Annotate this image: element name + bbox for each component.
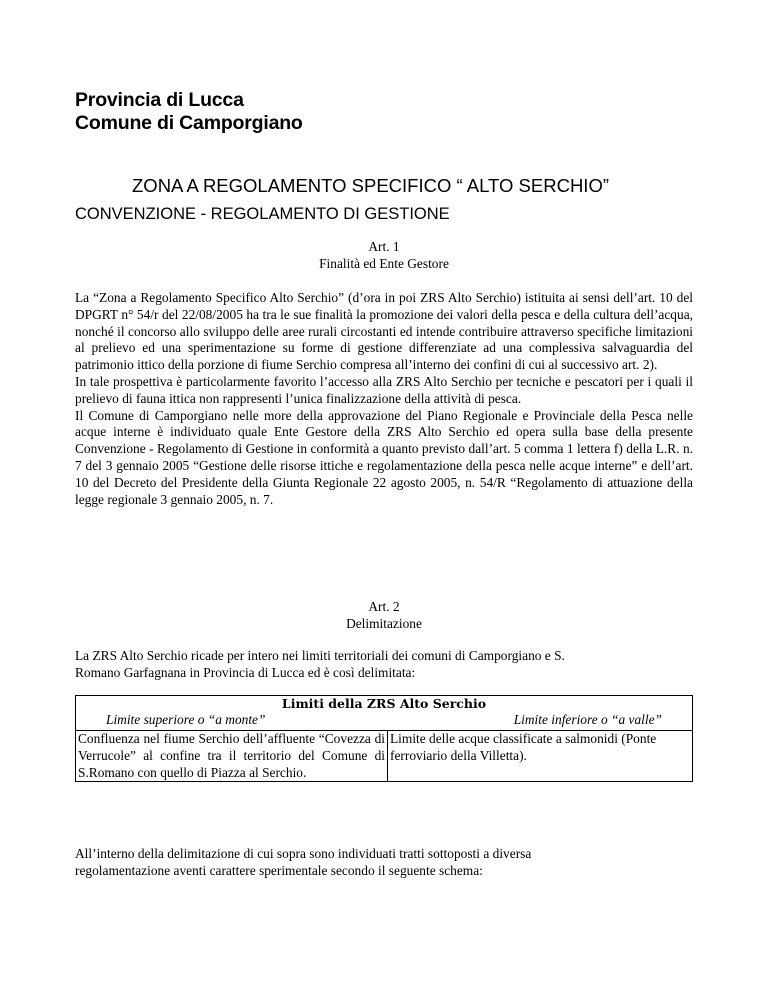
art1-number: Art. 1 bbox=[368, 239, 400, 254]
art1-paragraph: Il Comune di Camporgiano nelle more della approvazione del Piano Regionale e Provinciale della Pesca nelle acque interne è individuato quale Ente Gestore della ZRS Alto Serchio ed opera sulla base della presente Convenzione - Regolamento di Gestione in conformità a quanto previsto dall’art. 5 comma 1 lettera f) della L.R. n. 7 del 3 gennaio 2005 “Gestione delle risorse ittiche e regolamentazione della pesca nelle acque interne” e dell’art. 10 del Decreto del Presidente della Giunta Regionale 22 agosto 2005, n. 54/R “Regolamento di attuazione della legge regionale 3 gennaio 2005, n. 7. bbox=[75, 407, 693, 507]
art2-intro bbox=[75, 648, 693, 682]
document-header bbox=[75, 89, 303, 135]
art1-title: Finalità ed Ente Gestore bbox=[319, 256, 449, 271]
table-header-row bbox=[76, 696, 693, 731]
art1-heading bbox=[75, 238, 693, 272]
table-subheader bbox=[78, 712, 690, 730]
upper-limit-heading: Limite superiore o “a monte” bbox=[106, 712, 266, 727]
art2-outro bbox=[75, 846, 693, 880]
comune-name: Comune di Camporgiano bbox=[75, 112, 303, 134]
art1-paragraph: In tale prospettiva è particolarmente favorito l’accesso alla ZRS Alto Serchio per tecniche e pescatori per i quali il prelievo di fauna ittica non rappresenti l’unica finalizzazione della attività di pesca. bbox=[75, 373, 693, 406]
province-name: Provincia di Lucca bbox=[75, 89, 244, 111]
lower-limit-cell: Limite delle acque classificate a salmonidi (Ponte ferroviario della Villetta). bbox=[388, 731, 693, 782]
table-row bbox=[76, 731, 693, 782]
art2-intro-line: La ZRS Alto Serchio ricade per intero nei limiti territoriali dei comuni di Camporgiano e S. bbox=[75, 648, 565, 663]
art2-outro-line: regolamentazione aventi carattere sperimentale secondo il seguente schema: bbox=[75, 862, 483, 878]
zona-title: ZONA A REGOLAMENTO SPECIFICO “ ALTO SERCHIO” bbox=[132, 175, 609, 196]
art2-heading bbox=[75, 598, 693, 632]
art2-number: Art. 2 bbox=[368, 599, 400, 614]
table-header-cell bbox=[76, 696, 693, 731]
convention-title: CONVENZIONE - REGOLAMENTO DI GESTIONE bbox=[75, 205, 450, 223]
art2-intro-line: Romano Garfagnana in Provincia di Lucca ed è così delimitata: bbox=[75, 664, 416, 680]
art1-paragraph: La “Zona a Regolamento Specifico Alto Serchio” (d’ora in poi ZRS Alto Serchio) istituita ai sensi dell’art. 10 del DPGRT n° 54/r del 22/08/2005 ha tra le sue finalità la promozione dei valori della pesca e della cultura dell’acqua, nonché il concorso allo sviluppo delle aree rurali circostanti ed intende contribuire attraverso specifiche limitazioni al prelievo ed una sperimentazione su forme di gestione differenziate ad una complessiva salvaguardia del patrimonio ittico della porzione di fiume Serchio compresa all’interno dei confini di cui al successivo art. 2). bbox=[75, 290, 693, 373]
art2-title: Delimitazione bbox=[346, 616, 422, 631]
lower-limit-heading: Limite inferiore o “a valle” bbox=[513, 712, 662, 727]
limits-table bbox=[75, 695, 693, 782]
art2-outro-line: All’interno della delimitazione di cui sopra sono individuati tratti sottoposti a diversa bbox=[75, 846, 532, 861]
upper-limit-cell: Confluenza nel fiume Serchio dell’affluente “Covezza di Verrucole” al confine tra il territorio del Comune di S.Romano con quello di Piazza al Serchio. bbox=[76, 731, 388, 782]
art1-body bbox=[75, 290, 693, 508]
table-title: Limiti della ZRS Alto Serchio bbox=[281, 696, 487, 711]
